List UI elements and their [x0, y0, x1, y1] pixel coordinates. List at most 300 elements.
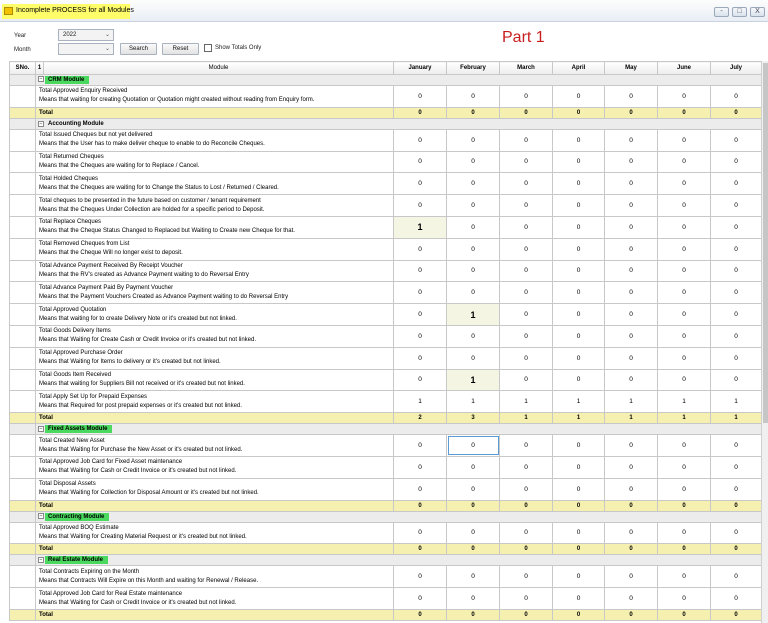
table-row[interactable]	[10, 347, 762, 369]
total-value-cell: 0	[394, 107, 447, 118]
value-cell[interactable]: 1	[447, 304, 500, 326]
window-title-bar	[0, 0, 768, 22]
item-description-cell[interactable]	[36, 282, 394, 304]
value-cell[interactable]: 0	[394, 435, 447, 457]
value-cell[interactable]: 0	[553, 304, 605, 326]
item-description: Means that the Cheques are waiting for to Replace / Cancel.	[39, 162, 200, 169]
value-cell[interactable]: 0	[553, 369, 605, 391]
item-description-cell[interactable]	[36, 86, 394, 108]
table-row[interactable]	[10, 173, 762, 195]
value-cell[interactable]: 0	[658, 282, 711, 304]
total-row	[10, 544, 762, 555]
value-cell[interactable]: 0	[711, 282, 762, 304]
item-title: Total Contracts Expiring on the Month	[39, 568, 140, 575]
value-cell[interactable]: 0	[394, 304, 447, 326]
item-description-cell[interactable]	[36, 456, 394, 478]
table-row[interactable]	[10, 391, 762, 413]
value-cell[interactable]: 0	[605, 282, 658, 304]
part-label: Part 1	[502, 29, 545, 46]
maximize-icon[interactable]: □	[732, 7, 747, 17]
total-row	[10, 609, 762, 620]
sno-cell	[10, 369, 36, 391]
collapse-toggle-icon[interactable]: −	[39, 425, 43, 432]
scrollbar-thumb[interactable]	[763, 63, 768, 423]
table-row[interactable]	[10, 86, 762, 108]
close-icon[interactable]: X	[750, 7, 765, 17]
value-cell[interactable]: 0	[658, 238, 711, 260]
sno-cell	[10, 238, 36, 260]
item-description-cell[interactable]	[36, 260, 394, 282]
total-label: Total	[36, 107, 394, 118]
value-cell[interactable]: 0	[553, 347, 605, 369]
value-cell[interactable]: 0	[711, 456, 762, 478]
item-description-cell[interactable]	[36, 522, 394, 544]
value-cell[interactable]: 0	[605, 435, 658, 457]
sno-cell	[10, 424, 36, 435]
table-row[interactable]	[10, 195, 762, 217]
value-cell[interactable]: 0	[447, 478, 500, 500]
value-cell[interactable]: 0	[605, 325, 658, 347]
value-cell[interactable]: 0	[447, 435, 500, 457]
month-select[interactable]	[58, 43, 114, 55]
value-cell[interactable]: 0	[500, 86, 553, 108]
value-cell[interactable]: 0	[658, 478, 711, 500]
value-cell[interactable]: 0	[500, 173, 553, 195]
total-value-cell: 0	[605, 107, 658, 118]
value-cell[interactable]: 1	[394, 216, 447, 238]
value-cell[interactable]: 0	[711, 478, 762, 500]
collapse-toggle-icon[interactable]: −	[39, 512, 43, 519]
value-cell[interactable]: 0	[500, 195, 553, 217]
value-cell[interactable]: 0	[605, 86, 658, 108]
sno-cell	[10, 413, 36, 424]
value-cell[interactable]: 0	[658, 86, 711, 108]
value-cell[interactable]: 1	[394, 391, 447, 413]
value-cell[interactable]: 0	[447, 325, 500, 347]
item-description: Means that the Cheques Under Collection are holded for a specific period to Deposit.	[39, 206, 265, 213]
value-cell[interactable]: 0	[500, 478, 553, 500]
item-description-cell[interactable]	[36, 391, 394, 413]
table-row[interactable]	[10, 522, 762, 544]
total-value-cell: 0	[658, 500, 711, 511]
col-header-may[interactable]: May	[605, 62, 658, 75]
value-cell[interactable]: 0	[553, 173, 605, 195]
total-value-cell: 0	[553, 107, 605, 118]
value-cell[interactable]: 0	[605, 238, 658, 260]
item-description: Means that waiting for creating Quotation or Quotation might created without reading from Enquiry form.	[39, 97, 315, 104]
value-cell[interactable]: 0	[500, 588, 553, 610]
show-totals-checkbox[interactable]	[204, 44, 212, 52]
value-cell[interactable]: 0	[500, 151, 553, 173]
module-name: Accounting Module	[48, 121, 104, 128]
value-cell[interactable]: 0	[605, 304, 658, 326]
item-description: Means that Waiting for Collection for Disposal Amount or it's created but not linked.	[39, 490, 259, 497]
total-value-cell: 1	[605, 413, 658, 424]
value-cell[interactable]: 0	[500, 260, 553, 282]
sno-cell	[10, 129, 36, 151]
value-cell[interactable]: 0	[605, 195, 658, 217]
value-cell[interactable]: 0	[447, 282, 500, 304]
table-row[interactable]	[10, 588, 762, 610]
value-cell[interactable]: 0	[711, 216, 762, 238]
total-value-cell: 1	[658, 413, 711, 424]
table-row[interactable]	[10, 456, 762, 478]
value-cell[interactable]: 0	[711, 522, 762, 544]
value-cell[interactable]: 0	[500, 238, 553, 260]
total-value-cell: 0	[447, 609, 500, 620]
value-cell[interactable]: 0	[447, 522, 500, 544]
table-row[interactable]	[10, 282, 762, 304]
sno-cell	[10, 195, 36, 217]
sno-cell	[10, 544, 36, 555]
value-cell[interactable]: 0	[500, 282, 553, 304]
value-cell[interactable]: 0	[447, 238, 500, 260]
value-cell[interactable]: 0	[605, 456, 658, 478]
module-name-cell	[36, 555, 762, 566]
value-cell[interactable]: 0	[605, 588, 658, 610]
col-header-level[interactable]: 1	[36, 62, 44, 75]
item-title: Total cheques to be presented in the future based on customer / tenant requirement	[39, 197, 261, 204]
value-cell[interactable]: 0	[553, 238, 605, 260]
value-cell[interactable]: 0	[605, 173, 658, 195]
value-cell[interactable]: 0	[500, 456, 553, 478]
total-value-cell: 0	[500, 500, 553, 511]
total-value-cell: 0	[500, 107, 553, 118]
item-description: Means that Waiting for Cash or Credit Invoice or it's created but not linked.	[39, 468, 237, 475]
value-cell[interactable]: 0	[447, 86, 500, 108]
total-value-cell: 0	[500, 544, 553, 555]
table-row[interactable]	[10, 478, 762, 500]
item-title: Total Approved Job Card for Real Estate maintenance	[39, 590, 183, 597]
value-cell[interactable]: 0	[711, 129, 762, 151]
collapse-toggle-icon[interactable]: −	[39, 120, 43, 127]
item-description-cell[interactable]	[36, 478, 394, 500]
item-description: Means that Waiting for Items to delivery or it's created but not linked.	[39, 359, 221, 366]
value-cell[interactable]: 0	[658, 347, 711, 369]
chevron-down-icon: ⌄	[104, 46, 110, 52]
value-cell[interactable]: 0	[553, 195, 605, 217]
value-cell[interactable]: 0	[500, 435, 553, 457]
value-cell[interactable]: 0	[394, 456, 447, 478]
value-cell[interactable]: 0	[394, 282, 447, 304]
col-header-february[interactable]: February	[447, 62, 500, 75]
sno-cell	[10, 118, 36, 129]
total-value-cell: 0	[500, 609, 553, 620]
total-value-cell: 0	[447, 500, 500, 511]
value-cell[interactable]: 1	[447, 369, 500, 391]
sno-cell	[10, 588, 36, 610]
item-description-cell[interactable]	[36, 325, 394, 347]
table-row[interactable]	[10, 304, 762, 326]
value-cell[interactable]: 0	[711, 195, 762, 217]
sno-cell	[10, 555, 36, 566]
value-cell[interactable]: 0	[711, 151, 762, 173]
table-row[interactable]	[10, 369, 762, 391]
total-value-cell: 0	[711, 609, 762, 620]
total-label: Total	[36, 413, 394, 424]
item-description-cell[interactable]	[36, 435, 394, 457]
value-cell[interactable]: 0	[711, 347, 762, 369]
value-cell[interactable]: 0	[394, 195, 447, 217]
col-header-march[interactable]: March	[500, 62, 553, 75]
value-cell[interactable]: 0	[500, 129, 553, 151]
value-cell[interactable]: 0	[711, 86, 762, 108]
value-cell[interactable]: 0	[394, 369, 447, 391]
value-cell[interactable]: 1	[447, 391, 500, 413]
value-cell[interactable]: 0	[711, 325, 762, 347]
item-title: Total Returned Cheques	[39, 153, 104, 160]
item-description-cell[interactable]	[36, 347, 394, 369]
total-value-cell: 0	[553, 500, 605, 511]
value-cell[interactable]: 0	[658, 151, 711, 173]
module-name-cell	[36, 511, 762, 522]
item-title: Total Disposal Assets	[39, 481, 96, 488]
item-title: Total Advance Payment Received By Receipt Voucher	[39, 262, 183, 269]
value-cell[interactable]: 0	[553, 588, 605, 610]
sno-cell	[10, 566, 36, 588]
total-value-cell: 0	[658, 544, 711, 555]
vertical-scrollbar[interactable]	[761, 61, 768, 623]
sno-cell	[10, 478, 36, 500]
value-cell[interactable]: 0	[658, 325, 711, 347]
module-header-row	[10, 75, 762, 86]
value-cell[interactable]: 0	[394, 173, 447, 195]
value-cell[interactable]: 0	[711, 435, 762, 457]
value-cell[interactable]: 0	[658, 304, 711, 326]
item-description-cell[interactable]	[36, 216, 394, 238]
value-cell[interactable]: 0	[658, 522, 711, 544]
value-cell[interactable]: 0	[658, 195, 711, 217]
value-cell[interactable]: 0	[553, 456, 605, 478]
col-header-module[interactable]: Module	[44, 62, 394, 75]
item-description-cell[interactable]	[36, 238, 394, 260]
sno-cell	[10, 260, 36, 282]
value-cell[interactable]: 0	[711, 369, 762, 391]
value-cell[interactable]: 0	[711, 304, 762, 326]
value-cell[interactable]: 0	[553, 325, 605, 347]
item-description-cell[interactable]	[36, 304, 394, 326]
item-description: Means that the Cheques are waiting for to Change the Status to Lost / Returned / Cleared.	[39, 184, 279, 191]
value-cell[interactable]: 1	[500, 391, 553, 413]
total-value-cell: 0	[447, 107, 500, 118]
table-row[interactable]	[10, 435, 762, 457]
item-description: Means that the User has to make deliver cheque to enable to do Reconcile Cheques.	[39, 141, 265, 148]
value-cell[interactable]: 0	[553, 522, 605, 544]
value-cell[interactable]: 0	[500, 347, 553, 369]
item-description: Means that Waiting for Purchase the New Asset or it's created but not linked.	[39, 446, 243, 453]
value-cell[interactable]: 0	[553, 129, 605, 151]
table-row[interactable]	[10, 238, 762, 260]
collapse-toggle-icon[interactable]: −	[39, 556, 43, 563]
value-cell[interactable]: 0	[394, 151, 447, 173]
value-cell[interactable]: 0	[658, 129, 711, 151]
value-cell[interactable]: 0	[553, 566, 605, 588]
item-description-cell[interactable]	[36, 129, 394, 151]
value-cell[interactable]: 1	[605, 391, 658, 413]
app-icon	[4, 7, 13, 15]
value-cell[interactable]: 0	[447, 588, 500, 610]
value-cell[interactable]: 0	[711, 238, 762, 260]
sno-cell	[10, 500, 36, 511]
value-cell[interactable]: 0	[500, 216, 553, 238]
value-cell[interactable]: 0	[711, 173, 762, 195]
sno-cell	[10, 435, 36, 457]
sno-cell	[10, 75, 36, 86]
table-row[interactable]	[10, 151, 762, 173]
month-label: Month	[14, 47, 31, 53]
module-name-cell	[36, 75, 762, 86]
total-row	[10, 107, 762, 118]
table-row[interactable]	[10, 260, 762, 282]
table-row[interactable]	[10, 129, 762, 151]
value-cell[interactable]: 0	[500, 522, 553, 544]
value-cell[interactable]: 0	[394, 260, 447, 282]
sno-cell	[10, 609, 36, 620]
total-value-cell: 0	[658, 609, 711, 620]
value-cell[interactable]: 0	[394, 566, 447, 588]
value-cell[interactable]: 1	[711, 391, 762, 413]
module-header-row	[10, 118, 762, 129]
value-cell[interactable]: 0	[658, 216, 711, 238]
value-cell[interactable]: 1	[553, 391, 605, 413]
value-cell[interactable]: 0	[447, 347, 500, 369]
value-cell[interactable]: 0	[605, 216, 658, 238]
item-description: Means that Required for post prepaid expenses or it's created but not linked.	[39, 402, 242, 409]
value-cell[interactable]: 0	[447, 566, 500, 588]
value-cell[interactable]: 0	[605, 151, 658, 173]
value-cell[interactable]: 0	[711, 566, 762, 588]
value-cell[interactable]: 0	[447, 173, 500, 195]
value-cell[interactable]: 0	[394, 347, 447, 369]
col-header-sno[interactable]: SNo.	[10, 62, 36, 75]
item-description-cell[interactable]	[36, 588, 394, 610]
sno-cell	[10, 151, 36, 173]
value-cell[interactable]: 0	[500, 304, 553, 326]
total-label: Total	[36, 609, 394, 620]
value-cell[interactable]: 0	[553, 282, 605, 304]
value-cell[interactable]: 0	[394, 325, 447, 347]
item-description: Means that Waiting for Creating Material Request or it's created but not linked.	[39, 533, 247, 540]
grid-header-row	[10, 62, 762, 75]
table-row[interactable]	[10, 325, 762, 347]
value-cell[interactable]: 0	[447, 260, 500, 282]
total-value-cell: 0	[447, 544, 500, 555]
value-cell[interactable]: 0	[447, 195, 500, 217]
module-name-cell	[36, 118, 762, 129]
total-value-cell: 0	[658, 107, 711, 118]
value-cell[interactable]: 0	[447, 216, 500, 238]
value-cell[interactable]: 1	[658, 391, 711, 413]
item-description-cell[interactable]	[36, 195, 394, 217]
value-cell[interactable]: 0	[500, 325, 553, 347]
item-description: Means that the Cheque Will no longer exist to deposit.	[39, 250, 183, 257]
total-value-cell: 0	[605, 500, 658, 511]
value-cell[interactable]: 0	[605, 478, 658, 500]
value-cell[interactable]: 0	[553, 86, 605, 108]
value-cell[interactable]: 0	[658, 173, 711, 195]
value-cell[interactable]: 0	[553, 216, 605, 238]
item-description: Means that Contracts Will Expire on this Month and waiting for Renewal / Release.	[39, 577, 259, 584]
item-description: Means that the Payment Vouchers Created as Advance Payment waiting to do Reversal Entry	[39, 293, 289, 300]
total-value-cell: 0	[553, 544, 605, 555]
value-cell[interactable]: 0	[605, 566, 658, 588]
value-cell[interactable]: 0	[447, 129, 500, 151]
value-cell[interactable]: 0	[605, 129, 658, 151]
module-header-row	[10, 424, 762, 435]
value-cell[interactable]: 0	[711, 588, 762, 610]
year-select[interactable]	[58, 29, 114, 41]
item-title: Total Removed Cheques from List	[39, 241, 130, 248]
value-cell[interactable]: 0	[658, 435, 711, 457]
item-description-cell[interactable]	[36, 369, 394, 391]
value-cell[interactable]: 0	[658, 456, 711, 478]
item-description-cell[interactable]	[36, 566, 394, 588]
value-cell[interactable]: 0	[658, 260, 711, 282]
process-grid	[9, 61, 762, 621]
search-button[interactable]: Search	[120, 43, 157, 55]
minimize-icon[interactable]: -	[714, 7, 729, 17]
value-cell[interactable]: 0	[605, 260, 658, 282]
sno-cell	[10, 173, 36, 195]
total-value-cell: 0	[394, 500, 447, 511]
value-cell[interactable]: 0	[500, 566, 553, 588]
col-header-january[interactable]: January	[394, 62, 447, 75]
item-title: Total Replace Cheques	[39, 219, 102, 226]
value-cell[interactable]: 0	[394, 522, 447, 544]
sno-cell	[10, 325, 36, 347]
value-cell[interactable]: 0	[447, 456, 500, 478]
table-row[interactable]	[10, 216, 762, 238]
value-cell[interactable]: 0	[658, 566, 711, 588]
value-cell[interactable]: 0	[553, 435, 605, 457]
item-description: Means that the Cheque Status Changed to Replaced but Waiting to Create new Cheque for that.	[39, 228, 295, 235]
sno-cell	[10, 107, 36, 118]
item-title: Total Apply Set Up for Prepaid Expenses	[39, 393, 148, 400]
show-totals-label: Show Totals Only	[215, 45, 262, 51]
value-cell[interactable]: 0	[553, 151, 605, 173]
value-cell[interactable]: 0	[658, 588, 711, 610]
total-value-cell: 0	[605, 609, 658, 620]
reset-button[interactable]: Reset	[162, 43, 199, 55]
value-cell[interactable]: 0	[553, 260, 605, 282]
value-cell[interactable]: 0	[605, 522, 658, 544]
value-cell[interactable]: 0	[394, 238, 447, 260]
value-cell[interactable]: 0	[711, 260, 762, 282]
value-cell[interactable]: 0	[553, 478, 605, 500]
table-row[interactable]	[10, 566, 762, 588]
value-cell[interactable]: 0	[394, 129, 447, 151]
value-cell[interactable]: 0	[394, 86, 447, 108]
value-cell[interactable]: 0	[394, 588, 447, 610]
value-cell[interactable]: 0	[447, 151, 500, 173]
value-cell[interactable]: 0	[658, 369, 711, 391]
value-cell[interactable]: 0	[605, 369, 658, 391]
item-description-cell[interactable]	[36, 151, 394, 173]
value-cell[interactable]: 0	[500, 369, 553, 391]
col-header-june[interactable]: June	[658, 62, 711, 75]
item-description-cell[interactable]	[36, 173, 394, 195]
collapse-toggle-icon[interactable]: −	[39, 76, 43, 83]
col-header-april[interactable]: April	[553, 62, 605, 75]
col-header-july[interactable]: July	[711, 62, 762, 75]
total-label: Total	[36, 544, 394, 555]
total-value-cell: 0	[553, 609, 605, 620]
total-row	[10, 413, 762, 424]
total-value-cell: 0	[605, 544, 658, 555]
sno-cell	[10, 282, 36, 304]
value-cell[interactable]: 0	[394, 478, 447, 500]
value-cell[interactable]: 0	[605, 347, 658, 369]
